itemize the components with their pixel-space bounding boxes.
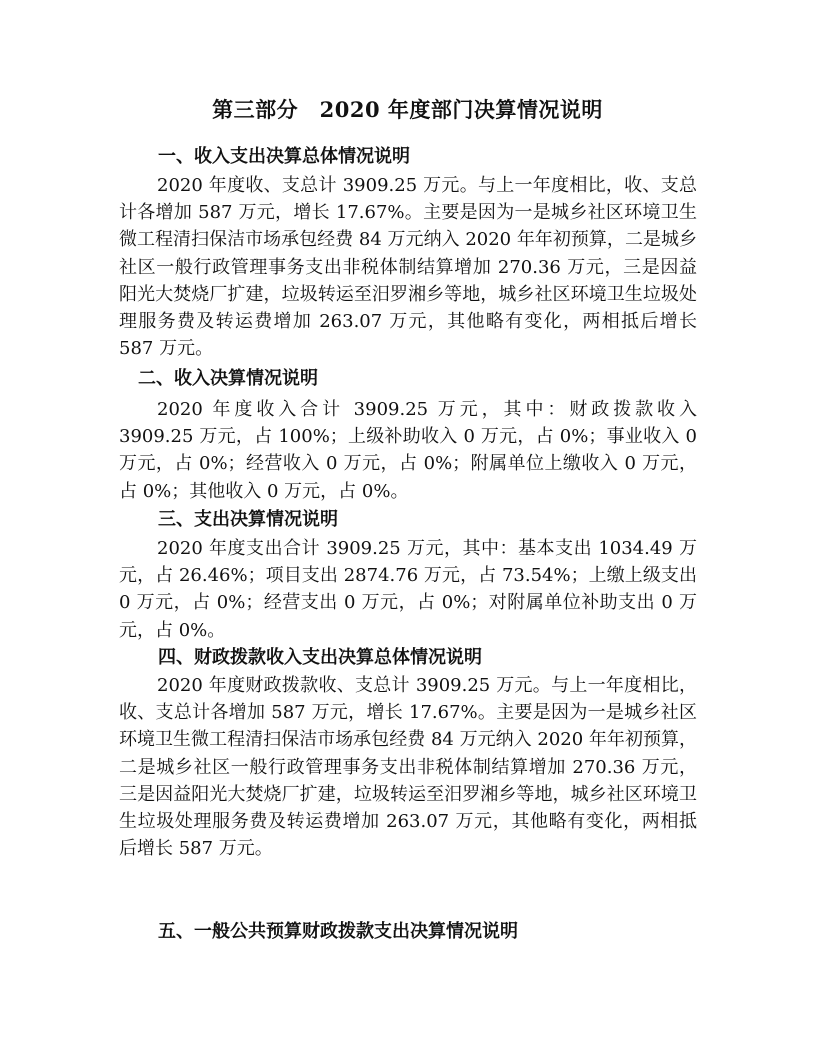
section-3-heading: 三、支出决算情况说明 [158, 509, 338, 530]
section-5-heading: 五、一般公共预算财政拨款支出决算情况说明 [158, 921, 518, 942]
section-2-heading: 二、收入决算情况说明 [138, 368, 318, 389]
section-1-body: 2020 年度收、支总计 3909.25 万元。与上一年度相比，收、支总计各增加 587 万元，增长 17.67%。主要是因为一是城乡社区环境卫生微工程清扫保洁市场承包经费 84 万元纳入 2020 年年初预算，二是城乡社区一般行政管理事务支出非税体制结算增加 270.36 万元，三是因益阳光大焚烧厂扩建，垃圾转运至汨罗湘乡等地，城乡社区环境卫生垃圾处理服务费及转运费增加 263.07 万元，其他略有变化，两相抵后增长 587 万元。 [119, 175, 697, 360]
section-4-heading: 四、财政拨款收入支出决算总体情况说明 [158, 647, 482, 668]
section-3-body: 2020 年度支出合计 3909.25 万元，其中：基本支出 1034.49 万元，占 26.46%；项目支出 2874.76 万元，占 73.54%；上缴上级支出 0 万元，占 0%；经营支出 0 万元，占 0%；对附属单位补助支出 0 万元，占 0%。 [119, 538, 697, 641]
section-1-heading: 一、收入支出决算总体情况说明 [158, 146, 410, 167]
page-title: 第三部分 2020 年度部门决算情况说明 [212, 97, 603, 122]
section-2-body: 2020 年度收入合计 3909.25 万元，其中：财政拨款收入 3909.25 万元，占 100%；上级补助收入 0 万元，占 0%；事业收入 0 万元，占 0%；经营收入 0 万元，占 0%；附属单位上缴收入 0 万元，占 0%；其他收入 0 万元，占 0%。 [119, 399, 697, 502]
section-4-body: 2020 年度财政拨款收、支总计 3909.25 万元。与上一年度相比，收、支总计各增加 587 万元，增长 17.67%。主要是因为一是城乡社区环境卫生微工程清扫保洁市场承包经费 84 万元纳入 2020 年年初预算，二是城乡社区一般行政管理事务支出非税体制结算增加 270.36 万元，三是因益阳光大焚烧厂扩建，垃圾转运至汨罗湘乡等地，城乡社区环境卫生垃圾处理服务费及转运费增加 263.07 万元，其他略有变化，两相抵后增长 587 万元。 [119, 675, 697, 860]
